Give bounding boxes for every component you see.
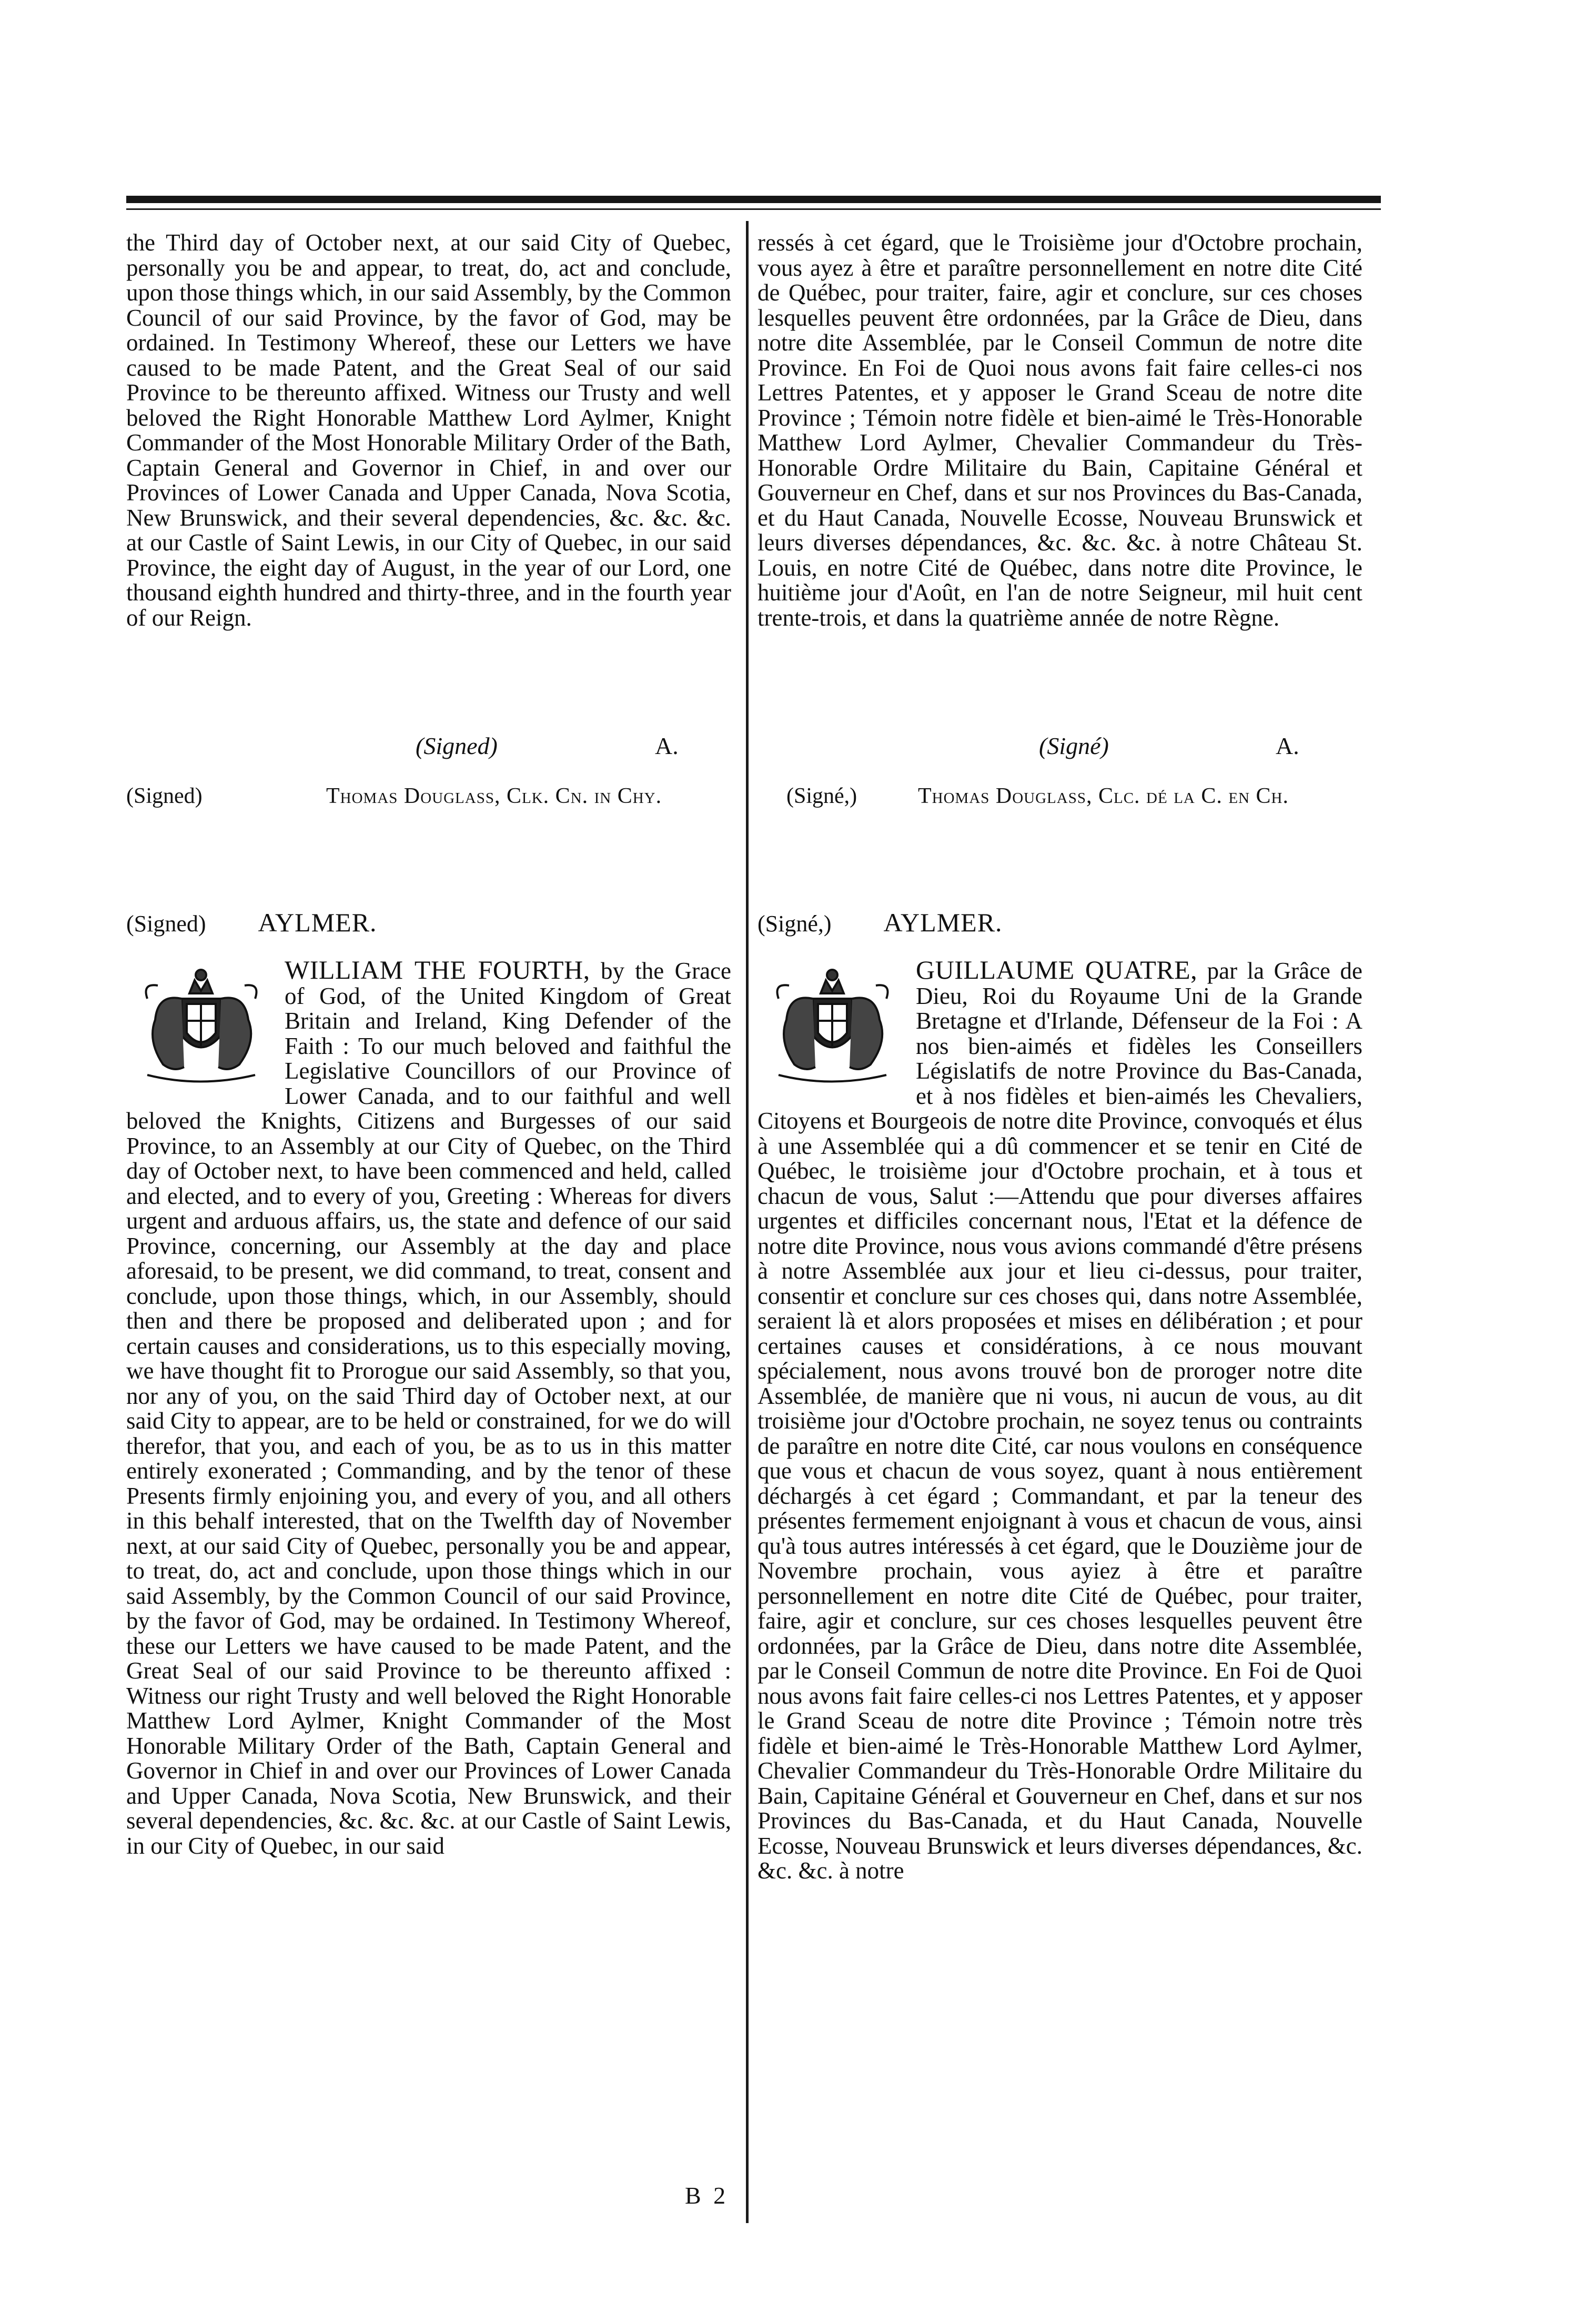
royal-coat-of-arms-icon (757, 962, 907, 1085)
english-proclamation-paragraph (126, 958, 731, 1858)
french-proclamation-lead: GUILLAUME QUATRE, (916, 958, 1198, 984)
english-proclamation (126, 958, 731, 2173)
english-clerk-prefix: (Signed) (126, 784, 203, 808)
french-signed-label: (Signé) (1039, 732, 1109, 759)
header-rule-thick (126, 196, 1381, 203)
page-signature-mark: B 2 (685, 2182, 729, 2209)
french-initial: A. (1276, 732, 1299, 759)
french-proclamation (757, 958, 1362, 2173)
royal-coat-of-arms-icon (126, 962, 276, 1085)
french-clerk-name: Thomas Douglass, Clc. dé la C. en Ch. (918, 784, 1289, 808)
french-continuation (757, 230, 1362, 733)
english-aylmer-signature: (Signed) AYLMER. (126, 908, 377, 937)
french-continuation-text: ressés à cet égard, que le Troisième jour d'Octobre prochain, vous ayez à être et paraître personnellement en notre dite Cité de Québec, pour traiter, faire, agir et conclure, sur ces choses lesquelles peuvent être ordonnées, par la Grâce de Dieu, dans notre dite Assemblée, par le Conseil Commun de notre dite Province. En Foi de Quoi nous avons fait faire celles-ci nos Lettres Patentes, et y apposer le Grand Sceau de notre dite Province ; Témoin notre fidèle et bien-aimé le Très-Honorable Matthew Lord Aylmer, Chevalier Commandeur du Très-Honorable Ordre Militaire du Bain, Capitaine Général et Gouverneur en Chef, dans et sur nos Provinces du Bas-Canada, et du Haut Canada, Nouvelle Ecosse, Nouveau Brunswick et leurs diverses dépendances, &c. &c. &c. à notre Château St. Louis, en notre Cité de Québec, dans notre dite Province, le huitième jour d'Août, en l'an de notre Seigneur, mil huit cent trente-trois, et dans la quatrième année de notre Règne. (757, 230, 1362, 631)
english-continuation (126, 230, 731, 733)
french-proclamation-paragraph (757, 958, 1362, 1884)
english-signed-label: (Signed) (416, 732, 498, 759)
english-proclamation-text: by the Grace of God, of the United Kingdom of Great Britain and Ireland, King Defender of the Faith : To our much beloved and faithful the Legislative Councillors of our Province of Lower Canada, and to our faithful and well beloved the Knights, Citizens and Burgesses of our said Province, to an Assembly at our City of Quebec, on the Third day of October next, to have been commenced and held, called and elected, and to every of you, Greeting : Whereas for divers urgent and arduous affairs, us, the state and defence of our said Province, concerning, our Assembly at the day and place aforesaid, to be present, we did command, to treat, consent and conclude, upon those things, which, in our Assembly, should then and there be proposed and deliberated upon ; and for certain causes and considerations, us to this especially moving, we have thought fit to Prorogue our said Assembly, so that you, nor any of you, on the said Third day of October next, at our said City to appear, are to be held or constrained, for we do will therefor, that you, and each of you, be as to us in this matter entirely exonerated ; Commanding, and by the tenor of these Presents firmly enjoining you, and every of you, and all others in this behalf interested, that on the Twelfth day of November next, at our said City of Quebec, personally you be and appear, to treat, do, act and conclude, upon those things which in our said Assembly, by the Common Council of our said Province, by the favor of God, may be ordained. In Testimony Whereof, these our Letters we have caused to be made Patent, and the Great Seal of our said Province to be thereunto affixed : Witness our right Trusty and well beloved the Right Honorable Matthew Lord Aylmer, Knight Commander of the Most Honorable Military Order of the Bath, Captain General and Governor in Chief in and over our Provinces of Lower Canada and Upper Canada, Nova Scotia, New Brunswick, and their several dependencies, &c. &c. &c. at our Castle of Saint Lewis, in our City of Quebec, in our said (126, 958, 731, 1859)
english-clerk-name: Thomas Douglass, Clk. Cn. in Chy. (326, 784, 662, 808)
english-continuation-text: the Third day of October next, at our said City of Quebec, personally you be and appear, to treat, do, act and conclude, upon those things which, in our said Assembly, by the Common Council of our said Province, by the favor of God, may be ordained. In Testimony Whereof, these our Letters we have caused to be made Patent, and the Great Seal of our said Province to be thereunto affixed. Witness our Trusty and well beloved the Right Honorable Matthew Lord Aylmer, Knight Commander of the Most Honorable Military Order of the Bath, Captain General and Governor in Chief, in and over our Provinces of Lower Canada and Upper Canada, Nova Scotia, New Brunswick, and their several dependencies, &c. &c. &c. at our Castle of Saint Lewis, in our City of Quebec, in our said Province, the eight day of August, in the year of our Lord, one thousand eighth hundred and thirty-three, and in the fourth year of our Reign. (126, 230, 731, 631)
french-clerk-prefix: (Signé,) (786, 784, 857, 808)
english-proclamation-lead: WILLIAM THE FOURTH, (285, 958, 590, 984)
english-initial: A. (655, 732, 679, 759)
french-aylmer-signature: (Signé,) AYLMER. (757, 908, 1003, 937)
french-proclamation-text: par la Grâce de Dieu, Roi du Royaume Uni de la Grande Bretagne et d'Irlande, Défenseur de la Foi : A nos bien-aimés et fidèles les Conseillers Législatifs de notre Province du Bas-Canada, et à nos fidèles et bien-aimés les Chevaliers, Citoyens et Bourgeois de notre dite Province, convoqués et élus à une Assemblée qui a dû commencer et se tenir en Cité de Québec, le troisième jour d'Octobre prochain, et à tous et chacun de vous, Salut :—Attendu que pour diverses affaires urgentes et difficiles concernant nous, l'Etat et la défence de notre dite Province, nous vous avions commandé d'être présens à notre Assemblée aux jour et lieu ci-dessus, pour traiter, consentir et conclure sur ces choses qui, dans notre Assemblée, seraient là et alors proposées et mises en délibération ; et pour certaines causes et considérations, à ce nous mouvant spécialement, nous avons trouvé bon de proroger notre dite Assemblée, de manière que ni vous, ni aucun de vous, au dit troisième jour d'Octobre prochain, ne soyez tenus ou contraints de paraître en notre dite Cité, car nous voulons en conséquence que vous et chacun de vous soyez, quant à nous entièrement déchargés à cet égard ; Commandant, et par la teneur des présentes fermement enjoignant à vous et chacun de vous, ainsi qu'à tous autres intéressés à cet égard, que le Douzième jour de Novembre prochain, vous ayiez à être et paraître personnellement en notre dite Cité de Québec, pour traiter, faire, agir et conclure, sur ces choses lesquelles peuvent être ordonnées, par la Grâce de Dieu, dans notre dite Assemblée, par le Conseil Commun de notre dite Province. En Foi de Quoi nous avons fait faire celles-ci nos Lettres Patentes, et y apposer le Grand Sceau de notre dite Province ; Témoin notre très fidèle et bien-aimé le Très-Honorable Matthew Lord Aylmer, Chevalier Commandeur du Très-Honorable Ordre Militaire du Bain, Capitaine Général et Gouverneur en Chef, dans et sur nos Provinces du Bas-Canada, et du Haut Canada, Nouvelle Ecosse, Nouveau Brunswick et leurs diverses dépendances, &c. &c. &c. à notre (757, 958, 1362, 1884)
header-rule-thin (126, 208, 1381, 210)
column-divider (746, 221, 749, 2223)
